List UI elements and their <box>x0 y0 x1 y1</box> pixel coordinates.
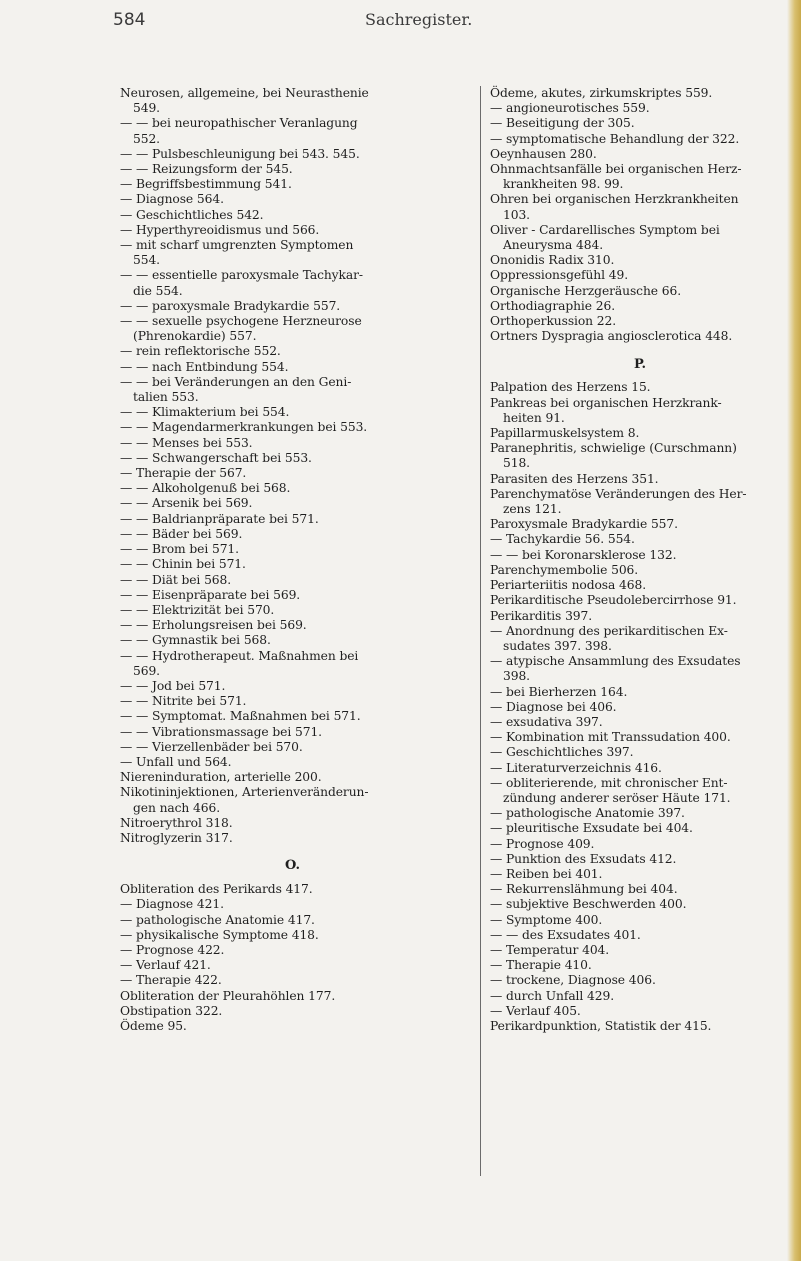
index-entry-text: Nikotininjektionen, Arterienveränderun- <box>120 785 369 800</box>
index-entry <box>120 816 465 831</box>
index-entry-text: Parasiten des Herzens 351. <box>490 471 659 486</box>
index-entry <box>120 928 465 943</box>
index-entry-continuation: 518. <box>503 456 530 471</box>
index-entry-text: — Prognose 409. <box>490 836 595 851</box>
index-entry <box>120 375 465 405</box>
index-entry <box>120 436 465 451</box>
index-entry <box>490 380 790 395</box>
index-entry <box>120 299 465 314</box>
index-entry <box>120 958 465 973</box>
index-entry-text: — exsudativa 397. <box>490 714 603 729</box>
index-entry <box>490 943 790 958</box>
index-entry <box>120 481 465 496</box>
index-entry <box>120 512 465 527</box>
index-entry-text: — — bei Veränderungen an den Geni- <box>120 374 352 389</box>
index-entry <box>120 496 465 511</box>
index-entry-continuation: 549. <box>133 101 160 116</box>
index-entry <box>120 542 465 557</box>
index-entry-text: — Geschichtliches 542. <box>120 207 264 222</box>
index-entry <box>490 532 790 547</box>
index-entry-text: — — bei neuropathischer Veranlagung <box>120 116 358 131</box>
index-entry <box>120 1019 465 1034</box>
index-entry-text: Paroxysmale Bradykardie 557. <box>490 517 678 532</box>
index-entry-text: Ödeme, akutes, zirkumskriptes 559. <box>490 86 713 100</box>
index-entry-text: Niereninduration, arterielle 200. <box>120 770 322 785</box>
index-entry-text: — — Nitrite bei 571. <box>120 694 247 709</box>
index-entry <box>120 223 465 238</box>
index-entry-text: Paranephritis, schwielige (Curschmann) <box>490 441 737 456</box>
index-entry <box>490 192 790 222</box>
index-entry <box>120 973 465 988</box>
running-head-title: Sachregister. <box>365 10 473 29</box>
index-entry-text: — Beseitigung der 305. <box>490 116 635 131</box>
index-entry-continuation: die 554. <box>133 283 183 298</box>
index-entry-text: Obstipation 322. <box>120 1003 223 1018</box>
index-entry <box>490 101 790 116</box>
index-entry <box>490 852 790 867</box>
index-entry-text: Perikarditis 397. <box>490 608 593 623</box>
index-column-right <box>490 86 790 1034</box>
index-entry-text: — — Erholungsreisen bei 569. <box>120 618 307 633</box>
index-entry <box>490 253 790 268</box>
index-entry <box>120 633 465 648</box>
index-entry-text: — subjektive Beschwerden 400. <box>490 897 687 912</box>
index-entry-text: Parenchymatöse Veränderungen des Her- <box>490 486 747 501</box>
index-entry-text: Ortners Dyspragia angiosclerotica 448. <box>490 329 733 344</box>
index-entry <box>490 299 790 314</box>
index-entry-text: — — Bäder bei 569. <box>120 526 243 541</box>
index-entry <box>120 360 465 375</box>
index-entry-text: — Diagnose 564. <box>120 192 224 207</box>
index-entry-text: — — des Exsudates 401. <box>490 927 641 942</box>
index-entry-text: Orthoperkussion 22. <box>490 314 617 329</box>
index-entry-text: — Therapie der 567. <box>120 466 247 481</box>
index-entry-text: — Unfall und 564. <box>120 754 232 769</box>
index-entry <box>490 563 790 578</box>
page-number: 584 <box>113 10 146 30</box>
index-entry-text: Palpation des Herzens 15. <box>490 380 651 395</box>
index-entry-text: — — Arsenik bei 569. <box>120 496 253 511</box>
index-entry-text: — Hyperthyreoidismus und 566. <box>120 222 320 237</box>
index-entry-text: Pankreas bei organischen Herzkrank- <box>490 395 722 410</box>
index-entry <box>120 557 465 572</box>
index-entry-text: Parenchymembolie 506. <box>490 562 639 577</box>
index-entry-text: — Prognose 422. <box>120 942 225 957</box>
index-entry-continuation: gen nach 466. <box>133 800 221 815</box>
index-entry <box>120 649 465 679</box>
page-header <box>113 10 753 36</box>
index-entry-text: — Verlauf 421. <box>120 958 211 973</box>
index-entry <box>120 344 465 359</box>
index-entry <box>490 897 790 912</box>
index-entry <box>490 396 790 426</box>
index-entry-text: — trockene, Diagnose 406. <box>490 973 656 988</box>
index-entry <box>120 573 465 588</box>
index-entry-text: — — sexuelle psychogene Herzneurose <box>120 314 362 329</box>
index-entry <box>120 420 465 435</box>
index-entry-text: Obliteration der Pleurahöhlen 177. <box>120 988 336 1003</box>
index-entry <box>120 86 465 116</box>
index-entry <box>120 208 465 223</box>
index-entry-text: Ononidis Radix 310. <box>490 253 615 268</box>
index-entry <box>490 654 790 684</box>
index-entry <box>490 578 790 593</box>
index-entry-text: — — Brom bei 571. <box>120 542 239 557</box>
index-entry <box>120 694 465 709</box>
index-entry-text: — pathologische Anatomie 397. <box>490 806 685 821</box>
index-entry-text: — — Jod bei 571. <box>120 678 226 693</box>
index-entry <box>490 776 790 806</box>
index-entry <box>490 624 790 654</box>
index-entry <box>490 472 790 487</box>
index-entry <box>490 761 790 776</box>
index-entry-text: Ödeme 95. <box>120 1018 187 1033</box>
index-entry <box>490 487 790 517</box>
index-entry <box>490 284 790 299</box>
index-entry <box>490 989 790 1004</box>
index-entry-text: Neurosen, allgemeine, bei Neurasthenie <box>120 86 369 100</box>
index-entry <box>120 725 465 740</box>
index-entry <box>120 913 465 928</box>
index-entry-continuation: zündung anderer seröser Häute 171. <box>503 790 731 805</box>
index-entry <box>120 679 465 694</box>
index-entry <box>490 837 790 852</box>
index-entry-text: — Verlauf 405. <box>490 1003 581 1018</box>
index-entry-continuation: 103. <box>503 207 530 222</box>
index-entry <box>120 527 465 542</box>
index-entry-text: Papillarmuskelsystem 8. <box>490 426 640 441</box>
index-entry <box>490 426 790 441</box>
index-entry-text: — — Vibrationsmassage bei 571. <box>120 724 322 739</box>
index-entry-continuation: sudates 397. 398. <box>503 638 612 653</box>
index-entry <box>120 116 465 146</box>
index-entry <box>120 882 465 897</box>
index-entry <box>490 268 790 283</box>
index-entry-text: — angioneurotisches 559. <box>490 101 650 116</box>
section-letter-o: O. <box>285 858 300 874</box>
entry-group-p <box>490 380 790 1034</box>
index-entry-text: — pleuritische Exsudate bei 404. <box>490 821 693 836</box>
index-entry <box>490 441 790 471</box>
index-entry <box>120 238 465 268</box>
index-entry-text: Perikardpunktion, Statistik der 415. <box>490 1018 712 1033</box>
index-entry-text: — Punktion des Exsudats 412. <box>490 851 677 866</box>
index-entry <box>120 989 465 1004</box>
index-entry <box>490 958 790 973</box>
index-entry-text: — — Magendarmerkrankungen bei 553. <box>120 420 368 435</box>
index-entry-text: — — Alkoholgenuß bei 568. <box>120 481 291 496</box>
index-entry <box>120 177 465 192</box>
index-entry-text: — — Pulsbeschleunigung bei 543. 545. <box>120 146 360 161</box>
index-entry-continuation: talien 553. <box>133 390 199 405</box>
index-entry-text: — — nach Entbindung 554. <box>120 359 289 374</box>
index-entry <box>120 192 465 207</box>
index-entry-text: Oliver - Cardarellisches Symptom bei <box>490 222 720 237</box>
index-entry <box>120 943 465 958</box>
index-column-left <box>120 86 465 1034</box>
index-entry-text: — Literaturverzeichnis 416. <box>490 760 662 775</box>
index-entry-text: Orthodiagraphie 26. <box>490 298 616 313</box>
index-entry <box>120 785 465 815</box>
index-entry <box>120 405 465 420</box>
index-entry-text: — — Eisenpräparate bei 569. <box>120 587 301 602</box>
index-entry-text: Periarteriitis nodosa 468. <box>490 578 647 593</box>
index-entry <box>120 618 465 633</box>
index-entry <box>120 268 465 298</box>
index-entry-text: — — Chinin bei 571. <box>120 557 246 572</box>
index-entry-text: — — Vierzellenbäder bei 570. <box>120 739 303 754</box>
index-entry <box>490 715 790 730</box>
index-entry-text: — symptomatische Behandlung der 322. <box>490 131 740 146</box>
index-entry-text: Oeynhausen 280. <box>490 146 597 161</box>
index-entry-text: — — Symptomat. Maßnahmen bei 571. <box>120 709 361 724</box>
index-entry-text: — — paroxysmale Bradykardie 557. <box>120 298 341 313</box>
index-entry-text: — Reiben bei 401. <box>490 866 603 881</box>
entry-group-o <box>120 882 465 1034</box>
index-entry-continuation: Aneurysma 484. <box>503 238 604 253</box>
index-entry <box>490 867 790 882</box>
index-entry <box>120 147 465 162</box>
index-entry <box>120 603 465 618</box>
index-entry-text: — Diagnose 421. <box>120 897 224 912</box>
index-entry <box>120 755 465 770</box>
index-entry-continuation: 554. <box>133 253 160 268</box>
index-entry <box>490 821 790 836</box>
index-entry-text: — — Diät bei 568. <box>120 572 232 587</box>
index-entry-text: — — Reizungsform der 545. <box>120 162 293 177</box>
index-entry-continuation: 398. <box>503 669 530 684</box>
index-entry <box>490 685 790 700</box>
index-entry-continuation: 569. <box>133 663 160 678</box>
index-entry-text: — physikalische Symptome 418. <box>120 927 319 942</box>
index-entry <box>490 223 790 253</box>
index-entry <box>490 86 790 101</box>
index-entry-text: Ohren bei organischen Herzkrankheiten <box>490 192 739 207</box>
index-entry-text: — Tachykardie 56. 554. <box>490 532 635 547</box>
index-entry-text: — Kombination mit Transsudation 400. <box>490 730 731 745</box>
index-entry <box>120 897 465 912</box>
index-entry <box>120 831 465 846</box>
index-entry-continuation: zens 121. <box>503 502 562 517</box>
index-entry-text: — — Klimakterium bei 554. <box>120 405 290 420</box>
index-entry <box>120 314 465 344</box>
index-entry-text: — Therapie 422. <box>120 973 222 988</box>
index-entry <box>490 700 790 715</box>
index-entry <box>490 116 790 131</box>
index-entry <box>120 709 465 724</box>
index-entry <box>490 329 790 344</box>
index-entry-text: — — essentielle paroxysmale Tachykar- <box>120 268 363 283</box>
index-entry <box>490 745 790 760</box>
index-entry <box>490 1004 790 1019</box>
index-entry-text: — — Baldrianpräparate bei 571. <box>120 511 319 526</box>
page-edge-tint <box>787 0 801 1261</box>
index-entry <box>490 517 790 532</box>
index-entry-text: — Begriffsbestimmung 541. <box>120 177 292 192</box>
index-entry <box>490 730 790 745</box>
entry-group-o-cont <box>490 86 790 344</box>
index-entry-text: Organische Herzgeräusche 66. <box>490 283 682 298</box>
entry-group-n <box>120 86 465 846</box>
column-divider <box>480 86 481 1176</box>
index-entry <box>120 1004 465 1019</box>
section-letter-p: P. <box>634 357 646 373</box>
index-entry-continuation: krankheiten 98. 99. <box>503 177 624 192</box>
index-entry <box>490 548 790 563</box>
index-entry-text: Ohnmachtsanfälle bei organischen Herz- <box>490 162 742 177</box>
index-entry-text: — atypische Ansammlung des Exsudates <box>490 654 741 669</box>
index-entry-text: Obliteration des Perikards 417. <box>120 882 313 897</box>
index-entry-text: — rein reflektorische 552. <box>120 344 281 359</box>
index-entry-text: — — Schwangerschaft bei 553. <box>120 450 312 465</box>
index-entry <box>490 806 790 821</box>
index-entry <box>490 928 790 943</box>
index-entry-text: — Diagnose bei 406. <box>490 699 617 714</box>
index-entry <box>490 882 790 897</box>
index-entry-text: — — Elektrizität bei 570. <box>120 602 275 617</box>
index-entry <box>490 162 790 192</box>
index-entry-text: Oppressionsgefühl 49. <box>490 268 629 283</box>
index-entry-text: — Anordnung des perikarditischen Ex- <box>490 623 728 638</box>
index-entry-text: — obliterierende, mit chronischer Ent- <box>490 775 728 790</box>
index-entry <box>490 973 790 988</box>
index-entry <box>490 314 790 329</box>
index-entry <box>120 740 465 755</box>
index-entry <box>120 451 465 466</box>
index-entry-continuation: heiten 91. <box>503 410 565 425</box>
index-entry-text: — Temperatur 404. <box>490 942 610 957</box>
index-entry-text: — Symptome 400. <box>490 912 603 927</box>
index-entry <box>490 609 790 624</box>
index-entry <box>120 162 465 177</box>
index-entry <box>120 770 465 785</box>
index-entry-text: — — Hydrotherapeut. Maßnahmen bei <box>120 648 359 663</box>
index-entry <box>490 1019 790 1034</box>
index-entry-text: — Rekurrenslähmung bei 404. <box>490 882 678 897</box>
index-entry-text: — durch Unfall 429. <box>490 988 615 1003</box>
index-entry-text: Nitroerythrol 318. <box>120 815 233 830</box>
index-entry <box>120 588 465 603</box>
index-entry-text: — Geschichtliches 397. <box>490 745 634 760</box>
index-entry-text: — Therapie 410. <box>490 958 592 973</box>
index-entry <box>490 132 790 147</box>
index-entry-continuation: 552. <box>133 131 160 146</box>
index-entry <box>490 593 790 608</box>
index-entry-text: — mit scharf umgrenzten Symptomen <box>120 238 354 253</box>
index-entry-text: Perikarditische Pseudolebercirrhose 91. <box>490 593 737 608</box>
index-entry-text: — bei Bierherzen 164. <box>490 684 628 699</box>
index-entry-text: — pathologische Anatomie 417. <box>120 912 315 927</box>
index-entry-continuation: (Phrenokardie) 557. <box>133 329 257 344</box>
index-entry-text: — — bei Koronarsklerose 132. <box>490 547 677 562</box>
index-entry <box>490 147 790 162</box>
index-entry <box>490 913 790 928</box>
index-entry <box>120 466 465 481</box>
index-entry-text: Nitroglyzerin 317. <box>120 830 233 845</box>
index-entry-text: — — Menses bei 553. <box>120 435 253 450</box>
index-entry-text: — — Gymnastik bei 568. <box>120 633 271 648</box>
